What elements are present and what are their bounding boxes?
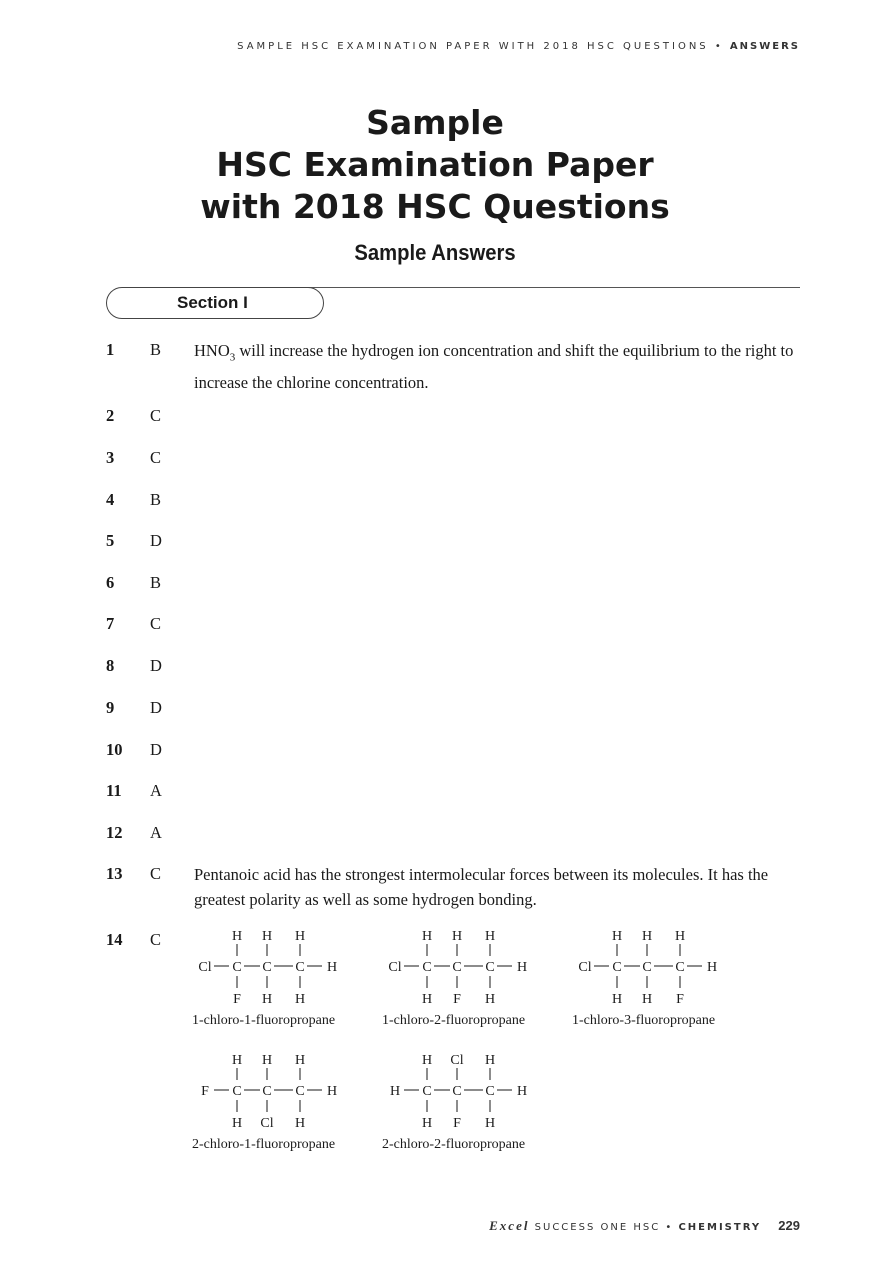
answer-letter: B bbox=[150, 340, 162, 359]
carbon-atom: C bbox=[612, 960, 622, 975]
substituent-bottom: F bbox=[233, 992, 241, 1006]
answer-letter: D bbox=[150, 656, 162, 675]
question-number: 13 bbox=[106, 864, 123, 883]
molecule-drawing bbox=[572, 926, 732, 1006]
page-title-line-3: with 2018 HSC Questions bbox=[200, 187, 670, 226]
substituent-right: H bbox=[516, 1084, 528, 1099]
compound-name: 1-chloro-3-fluoropropane bbox=[572, 1013, 716, 1028]
carbon-atom: C bbox=[452, 1084, 462, 1099]
question-number: 9 bbox=[106, 698, 115, 717]
substituent-top: H bbox=[231, 1053, 243, 1068]
carbon-atom: C bbox=[295, 960, 305, 975]
footer-separator: • bbox=[665, 1222, 674, 1233]
carbon-atom: C bbox=[232, 1084, 242, 1099]
question-number: 1 bbox=[106, 340, 115, 359]
molecule-drawing bbox=[382, 1050, 542, 1130]
substituent-bottom: Cl bbox=[260, 1116, 274, 1130]
answer-letter: A bbox=[150, 781, 162, 800]
question-number: 7 bbox=[106, 614, 115, 633]
page-subtitle: Sample Answers bbox=[354, 240, 516, 265]
substituent-right: H bbox=[326, 960, 338, 975]
carbon-atom: C bbox=[452, 960, 462, 975]
substituent-top: H bbox=[674, 929, 686, 944]
title-block bbox=[0, 102, 870, 266]
answer-letter: C bbox=[150, 930, 162, 949]
section-tab bbox=[106, 287, 324, 319]
carbon-atom: C bbox=[422, 1084, 432, 1099]
answer-letter: D bbox=[150, 698, 162, 717]
answer-letter: A bbox=[150, 823, 162, 842]
compound-name: 2-chloro-2-fluoropropane bbox=[382, 1137, 526, 1152]
substituent-right: H bbox=[706, 960, 718, 975]
question-number: 12 bbox=[106, 823, 123, 842]
answer-letter: C bbox=[150, 406, 162, 425]
question-number: 10 bbox=[106, 740, 123, 759]
substituent-top: Cl bbox=[450, 1053, 464, 1068]
section-rule bbox=[306, 287, 800, 288]
carbon-atom: C bbox=[232, 960, 242, 975]
running-header-separator: • bbox=[714, 41, 724, 52]
substituent-left: Cl bbox=[388, 960, 402, 975]
substituent-bottom: F bbox=[676, 992, 684, 1006]
substituent-bottom: F bbox=[453, 992, 461, 1006]
substituent-bottom: H bbox=[294, 992, 306, 1006]
answer-letter: D bbox=[150, 740, 162, 759]
answer-letter: C bbox=[150, 864, 162, 883]
compound-name: 2-chloro-1-fluoropropane bbox=[192, 1137, 336, 1152]
question-number: 4 bbox=[106, 490, 115, 509]
structural-formula bbox=[192, 1050, 352, 1153]
substituent-top: H bbox=[421, 1053, 433, 1068]
answer-explanation: Pentanoic acid has the strongest intermolecular forces between its molecules. It has the greatest polarity as well as some hydrogen bonding. bbox=[194, 865, 769, 909]
substituent-top: H bbox=[611, 929, 623, 944]
section-label: Section I bbox=[177, 293, 248, 312]
carbon-atom: C bbox=[262, 960, 272, 975]
carbon-atom: C bbox=[422, 960, 432, 975]
structural-formula bbox=[192, 926, 352, 1029]
substituent-bottom: H bbox=[261, 992, 273, 1006]
footer-subject: CHEMISTRY bbox=[678, 1222, 762, 1233]
substituent-bottom: H bbox=[294, 1116, 306, 1130]
carbon-atom: C bbox=[295, 1084, 305, 1099]
substituent-bottom: H bbox=[611, 992, 623, 1006]
substituent-bottom: H bbox=[421, 1116, 433, 1130]
carbon-atom: C bbox=[262, 1084, 272, 1099]
answer-letter: D bbox=[150, 531, 162, 550]
carbon-atom: C bbox=[485, 960, 495, 975]
carbon-atom: C bbox=[642, 960, 652, 975]
substituent-bottom: H bbox=[231, 1116, 243, 1130]
question-number: 11 bbox=[106, 781, 122, 800]
footer-series: SUCCESS ONE HSC bbox=[534, 1222, 661, 1233]
substituent-left: F bbox=[201, 1084, 209, 1099]
question-number: 5 bbox=[106, 531, 115, 550]
substituent-bottom: H bbox=[421, 992, 433, 1006]
substituent-top: H bbox=[261, 929, 273, 944]
substituent-top: H bbox=[451, 929, 463, 944]
page-title-line-1: Sample bbox=[366, 103, 504, 142]
substituent-top: H bbox=[261, 1053, 273, 1068]
question-number: 14 bbox=[106, 930, 123, 949]
answer-letter: B bbox=[150, 573, 162, 592]
molecule-drawing bbox=[192, 1050, 352, 1130]
section-header bbox=[106, 287, 800, 321]
question-number: 8 bbox=[106, 656, 115, 675]
question-number: 2 bbox=[106, 406, 115, 425]
answer-letter: B bbox=[150, 490, 162, 509]
substituent-right: H bbox=[326, 1084, 338, 1099]
structural-formula bbox=[572, 926, 732, 1029]
running-header bbox=[237, 41, 800, 52]
substituent-top: H bbox=[294, 1053, 306, 1068]
compound-name: 1-chloro-1-fluoropropane bbox=[192, 1013, 336, 1028]
structural-formula bbox=[382, 1050, 542, 1153]
substituent-left: H bbox=[389, 1084, 401, 1099]
substituent-bottom: H bbox=[641, 992, 653, 1006]
substituent-left: Cl bbox=[198, 960, 212, 975]
question-number: 6 bbox=[106, 573, 115, 592]
footer-brand: Excel bbox=[489, 1218, 530, 1233]
substituent-top: H bbox=[231, 929, 243, 944]
carbon-atom: C bbox=[675, 960, 685, 975]
answer-letter: C bbox=[150, 448, 162, 467]
running-header-section: ANSWERS bbox=[729, 41, 800, 52]
page-number: 229 bbox=[778, 1218, 800, 1233]
compound-name: 1-chloro-2-fluoropropane bbox=[382, 1013, 526, 1028]
substituent-bottom: H bbox=[484, 992, 496, 1006]
substituent-top: H bbox=[484, 929, 496, 944]
substituent-right: H bbox=[516, 960, 528, 975]
page-footer bbox=[489, 1218, 800, 1234]
substituent-top: H bbox=[294, 929, 306, 944]
running-header-title: SAMPLE HSC EXAMINATION PAPER WITH 2018 HSC QUESTIONS bbox=[237, 41, 709, 52]
question-number: 3 bbox=[106, 448, 115, 467]
substituent-bottom: H bbox=[484, 1116, 496, 1130]
substituent-bottom: F bbox=[453, 1116, 461, 1130]
substituent-top: H bbox=[421, 929, 433, 944]
molecule-drawing bbox=[192, 926, 352, 1006]
answer-explanation: $HNO_3$ will increase the hydrogen ion concentration and shift the equilibrium to the right to increase the chlorine concentration. bbox=[194, 341, 794, 393]
substituent-top: H bbox=[484, 1053, 496, 1068]
answer-letter: C bbox=[150, 614, 162, 633]
page-title-line-2: HSC Examination Paper bbox=[216, 145, 654, 184]
structural-formula bbox=[382, 926, 542, 1029]
substituent-left: Cl bbox=[578, 960, 592, 975]
molecule-drawing bbox=[382, 926, 542, 1006]
substituent-top: H bbox=[641, 929, 653, 944]
carbon-atom: C bbox=[485, 1084, 495, 1099]
